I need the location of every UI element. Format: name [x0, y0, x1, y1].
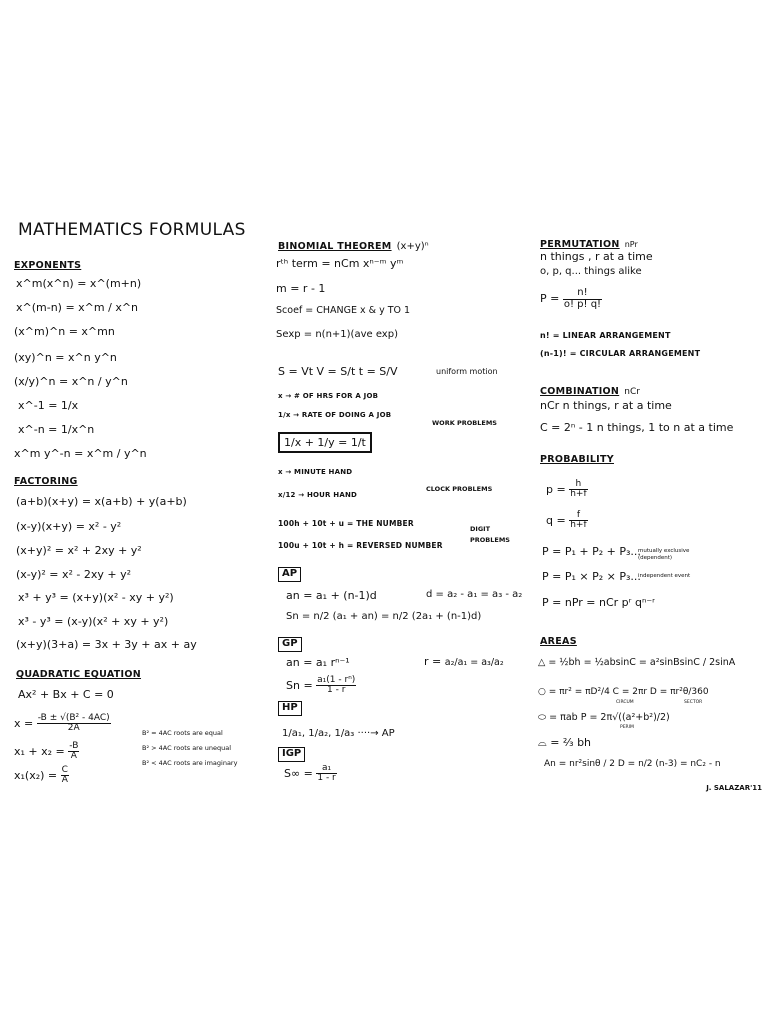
exponent-rule: (x/y)^n = x^n / y^n: [14, 375, 128, 388]
fraction-denominator: h+f: [570, 520, 587, 531]
probability-independent: P = P₁ × P₂ × P₃...: [542, 570, 641, 583]
sum-of-roots: [14, 742, 79, 762]
product-roots-lhs: x₁(x₂) =: [14, 768, 58, 782]
area-triangle: △ = ½bh = ½absinC = a²sinBsinC / 2sinA: [538, 657, 736, 668]
permutation-lhs: P =: [540, 292, 560, 305]
binomial-heading-row: [278, 234, 429, 253]
factoring-rule: x³ - y³ = (x-y)(x² + xy + y²): [18, 615, 169, 628]
factoring-heading: FACTORING: [14, 476, 78, 487]
fraction-numerator: a₁: [316, 764, 336, 774]
fraction-denominator: 1 - r: [317, 773, 336, 784]
probability-p-lhs: p =: [546, 482, 566, 496]
quadratic-equation: Ax² + Bx + C = 0: [18, 688, 114, 701]
digit-line-1: 100h + 10t + u = THE NUMBER: [278, 519, 414, 528]
exponent-rule: (x^m)^n = x^mn: [14, 325, 115, 338]
permutation-line-1: n things , r at a time: [540, 250, 653, 263]
clock-note: CLOCK PROBLEMS: [426, 485, 493, 493]
area-polygon: An = nr²sinθ / 2 D = n/2 (n-3) = nC₂ - n: [544, 759, 721, 769]
exponent-rule: x^m y^-n = x^m / y^n: [14, 447, 147, 460]
clock-line-1: x → MINUTE HAND: [278, 468, 353, 476]
author-signature: J. SALAZAR'11: [706, 784, 762, 792]
gp-sum: [286, 676, 356, 696]
clock-line-2: x/12 → HOUR HAND: [278, 491, 358, 499]
binomial-m: m = r - 1: [276, 282, 326, 295]
fraction-numerator: h: [569, 480, 587, 490]
combination-heading: COMBINATION: [540, 386, 620, 397]
factoring-rule: (x-y)(x+y) = x² - y²: [16, 520, 122, 533]
binomial-scoef: Scoef = CHANGE x & y TO 1: [276, 305, 411, 316]
linear-arrangement: n! = LINEAR ARRANGEMENT: [540, 331, 671, 340]
ap-sum: Sn = n/2 (a₁ + an) = n/2 (2a₁ + (n-1)d): [286, 611, 482, 622]
digit-note-2: PROBLEMS: [470, 536, 510, 544]
gp-ratio: [424, 656, 504, 668]
area-parabola: ⌓ = ⅔ bh: [538, 736, 592, 749]
probability-p: [546, 480, 588, 500]
exponent-rule: x^-n = 1/x^n: [18, 423, 95, 436]
page-title: MATHEMATICS FORMULAS: [18, 220, 246, 240]
digit-note-1: DIGIT: [470, 525, 491, 533]
circle-circumference-label: CIRCUM: [616, 700, 634, 705]
discriminant-less: B² < 4AC roots are imaginary: [142, 759, 238, 767]
hp-label: HP: [278, 701, 302, 716]
igp-sum-fraction: [316, 764, 336, 784]
combination-heading-suffix: nCr: [624, 387, 640, 397]
fraction-numerator: -B: [69, 741, 79, 751]
work-note: WORK PROBLEMS: [432, 419, 497, 427]
fraction-numerator: n!: [563, 288, 602, 300]
gp-ratio-expr: a₂/a₁ = a₃/a₂: [444, 657, 504, 668]
quadratic-formula: [14, 714, 111, 734]
binomial-rth-term: rᵗʰ term = nCm xⁿ⁻ᵐ yᵐ: [276, 257, 404, 270]
product-roots-fraction: [61, 766, 69, 786]
factoring-rule: (x+y)² = x² + 2xy + y²: [16, 544, 142, 557]
fraction-denominator: A: [70, 751, 77, 762]
fraction-numerator: f: [569, 511, 587, 521]
quadratic-fraction: [37, 714, 111, 734]
permutation-heading-suffix: nPr: [624, 240, 638, 249]
exponents-heading: EXPONENTS: [14, 260, 82, 271]
exponent-rule: x^(m-n) = x^m / x^n: [16, 301, 139, 314]
gp-sum-fraction: [316, 676, 356, 696]
probability-q-fraction: [569, 511, 587, 531]
gp-ratio-lhs: r =: [424, 655, 442, 668]
fraction-numerator: -B ± √(B² - 4AC): [37, 713, 110, 723]
hp-sequence: 1/a₁, 1/a₂, 1/a₃ ····→ AP: [282, 728, 395, 739]
circle-sector-label: SECTOR: [684, 700, 703, 705]
combination-line-1: nCr n things, r at a time: [540, 399, 672, 412]
work-formula-box: 1/x + 1/y = 1/t: [278, 432, 372, 453]
permutation-line-2: o, p, q... things alike: [540, 266, 642, 277]
factoring-rule: (x-y)² = x² - 2xy + y²: [16, 568, 132, 581]
igp-sum-lhs: S∞ =: [284, 766, 313, 780]
gp-sum-lhs: Sn =: [286, 678, 313, 692]
motion-formula: S = Vt V = S/t t = S/V: [278, 365, 398, 378]
igp-sum: [284, 764, 337, 784]
exponent-rule: x^m(x^n) = x^(m+n): [16, 277, 142, 290]
ap-label: AP: [278, 567, 301, 582]
factoring-rule: x³ + y³ = (x+y)(x² - xy + y²): [18, 591, 174, 604]
sum-roots-fraction: [68, 742, 79, 762]
independent-note: independent event: [638, 573, 691, 579]
probability-q: [546, 511, 588, 531]
area-circle: ○ = πr² = πD²/4 C = 2πr D = πr²θ/360: [538, 687, 709, 697]
permutation-formula: [540, 288, 602, 310]
work-line-1: x → # OF HRS FOR A JOB: [278, 392, 379, 400]
sum-roots-lhs: x₁ + x₂ =: [14, 744, 65, 758]
fraction-numerator: C: [61, 765, 68, 775]
probability-q-lhs: q =: [546, 513, 566, 527]
permutation-heading-row: [540, 232, 638, 251]
igp-label: IGP: [278, 747, 305, 762]
quadratic-x-lhs: x =: [14, 716, 34, 730]
mutually-exclusive-note: mutually exclusive (dependent): [638, 548, 690, 561]
exponent-rule: (xy)^n = x^n y^n: [14, 351, 117, 364]
quadratic-heading: QUADRATIC EQUATION: [16, 669, 142, 680]
fraction-denominator: o! p! q!: [563, 298, 602, 310]
gp-nth-term: an = a₁ rⁿ⁻¹: [286, 656, 350, 669]
area-ellipse: ⬭ = πab P = 2π√((a²+b²)/2): [538, 712, 670, 723]
ap-common-difference: d = a₂ - a₁ = a₃ - a₂: [426, 589, 523, 600]
fraction-numerator: a₁(1 - rⁿ): [317, 675, 356, 685]
formula-sheet: [0, 196, 768, 836]
ellipse-perimeter-label: PERIM: [620, 725, 634, 730]
factoring-rule: (a+b)(x+y) = x(a+b) + y(a+b): [16, 495, 187, 508]
binomial-sexp: Sexp = n(n+1)(ave exp): [276, 329, 398, 340]
combination-heading-row: [540, 379, 640, 398]
product-of-roots: [14, 766, 69, 786]
gp-label: GP: [278, 637, 302, 652]
combination-line-2: C = 2ⁿ - 1 n things, 1 to n at a time: [540, 421, 734, 434]
probability-mutually-exclusive: P = P₁ + P₂ + P₃...: [542, 545, 641, 558]
permutation-fraction: [563, 288, 602, 310]
digit-line-2: 100u + 10t + h = REVERSED NUMBER: [278, 541, 443, 550]
fraction-denominator: 1 - r: [327, 685, 346, 696]
probability-npr: P = nPr = nCr pʳ qⁿ⁻ʳ: [542, 596, 656, 609]
factoring-rule: (x+y)(3+a) = 3x + 3y + ax + ay: [16, 638, 197, 651]
fraction-denominator: A: [61, 775, 68, 786]
binomial-heading-suffix: (x+y)ⁿ: [396, 241, 429, 252]
discriminant-equal: B² = 4AC roots are equal: [142, 729, 223, 737]
fraction-denominator: h+f: [570, 489, 587, 500]
probability-heading: PROBABILITY: [540, 454, 614, 465]
fraction-denominator: 2A: [67, 723, 80, 734]
binomial-heading: BINOMIAL THEOREM: [278, 241, 392, 252]
circular-arrangement: (n-1)! = CIRCULAR ARRANGEMENT: [540, 349, 701, 358]
motion-note: uniform motion: [436, 367, 498, 376]
ap-nth-term: an = a₁ + (n-1)d: [286, 589, 377, 602]
work-line-2: 1/x → RATE OF DOING A JOB: [278, 411, 392, 419]
permutation-heading: PERMUTATION: [540, 239, 620, 250]
areas-heading: AREAS: [540, 636, 577, 647]
discriminant-greater: B² > 4AC roots are unequal: [142, 744, 232, 752]
probability-p-fraction: [569, 480, 587, 500]
exponent-rule: x^-1 = 1/x: [18, 399, 79, 412]
